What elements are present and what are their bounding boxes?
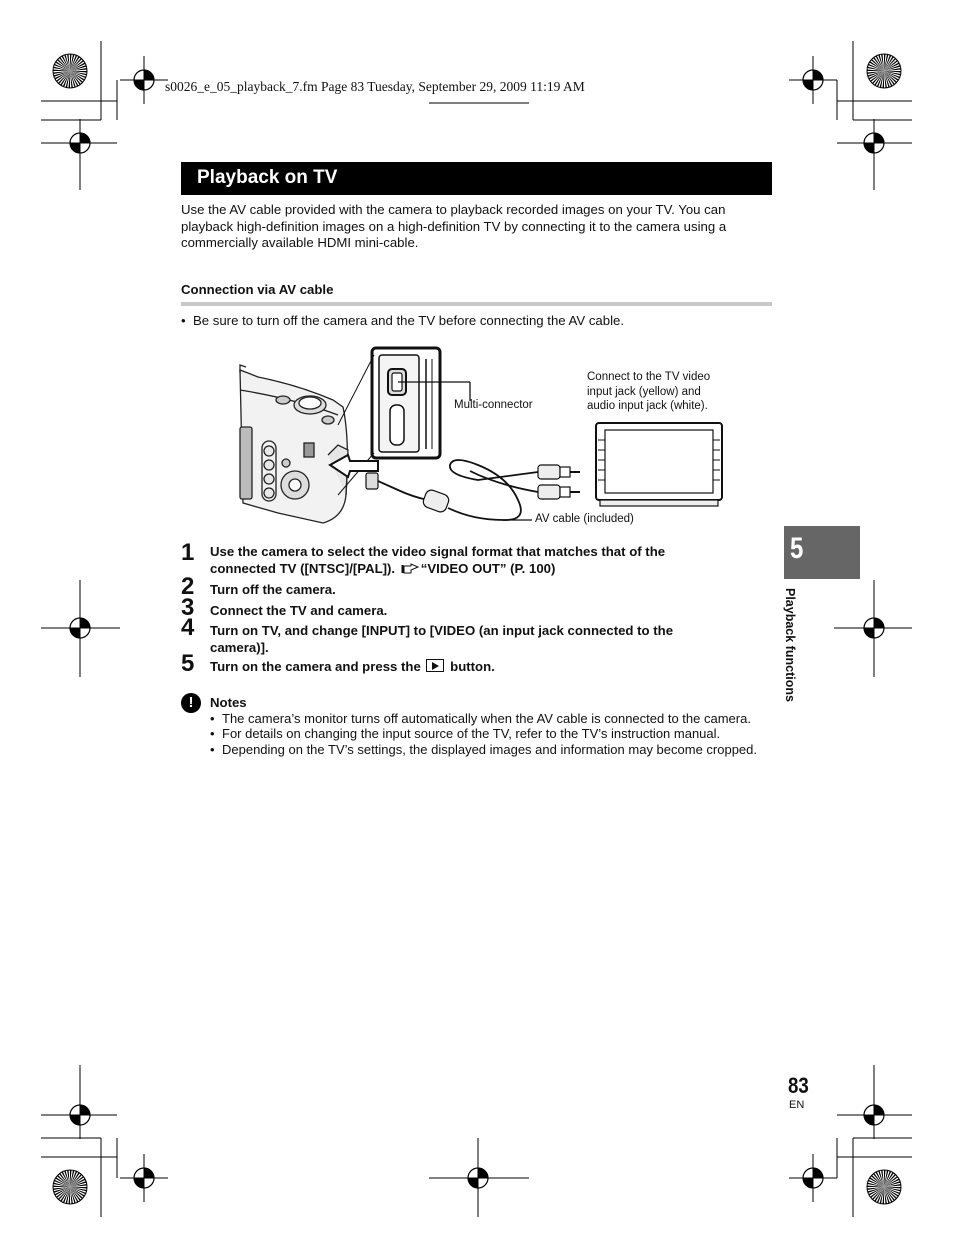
page-reference: “VIDEO OUT” (P. 100) (420, 560, 556, 576)
step-text (210, 623, 750, 656)
step-2 (181, 573, 751, 600)
step-5 (181, 650, 751, 677)
chapter-tab (784, 526, 860, 579)
step-line: connected TV ([NTSC]/[PAL]). (210, 560, 396, 576)
step-line: Use the camera to select the video signal format that matches that of the (210, 544, 666, 559)
intro-paragraph: Use the AV cable provided with the camera to playback recorded images on your TV. You can playback high-definition images on a high-definition TV by connecting it to the camera using a commercially available HDMI mini-cable. (181, 202, 727, 251)
section-title-bar (181, 162, 772, 195)
note-text: The camera’s monitor turns off automatically when the AV cable is connected to the camera. (222, 711, 751, 726)
play-button-icon (426, 659, 444, 672)
subsection-underline (181, 302, 772, 306)
multi-connector-label: Multi-connector (454, 399, 533, 411)
step-number: 5 (181, 650, 195, 677)
section-title: Playback on TV (197, 167, 338, 188)
tv-label-line: audio input jack (white). (587, 400, 708, 412)
precaution-text: Be sure to turn off the camera and the TV before connecting the AV cable. (192, 313, 625, 328)
step-4 (181, 614, 751, 655)
step-number: 3 (181, 594, 195, 621)
step-3 (181, 594, 751, 621)
step-line: Turn on TV, and change [INPUT] to [VIDEO (an input jack connected to the (210, 623, 674, 638)
step-text: Turn off the camera. (210, 582, 336, 597)
av-cable-label: AV cable (included) (535, 513, 634, 525)
page-language: EN (789, 1099, 805, 1111)
exclamation-icon: ! (181, 693, 201, 713)
note-text: Depending on the TV’s settings, the displayed images and information may become cropped. (222, 742, 758, 757)
page-number: 83 (788, 1073, 809, 1098)
chapter-side-label (783, 588, 801, 718)
step-line-with-ref (210, 561, 750, 578)
step-text-after: button. (450, 659, 495, 674)
step-text-before: Turn on the camera and press the (210, 659, 421, 674)
zoom-line (338, 355, 374, 425)
chapter-label: Playback functions (783, 588, 797, 702)
tv-label-line: Connect to the TV video (587, 371, 711, 383)
step-1 (181, 539, 751, 578)
step-line: camera)]. (210, 639, 269, 655)
subsection-title: Connection via AV cable (181, 282, 334, 297)
camera-illustration (240, 365, 348, 523)
step-text: Connect the TV and camera. (210, 603, 388, 618)
step-text (210, 659, 750, 676)
notes-title: Notes (210, 695, 247, 710)
step-text (210, 544, 750, 577)
step-number: 1 (181, 539, 195, 566)
precaution-bullet: • Be sure to turn off the camera and the TV before connecting the AV cable. (181, 313, 625, 328)
note-text: For details on changing the input source of the TV, refer to the TV’s instruction manual. (222, 726, 721, 741)
pointing-hand-reference-icon (401, 562, 419, 574)
chapter-number: 5 (790, 532, 804, 565)
step-number: 4 (181, 614, 195, 641)
connection-diagram (238, 345, 728, 533)
step-number: 2 (181, 573, 195, 600)
tv-label-line: input jack (yellow) and (587, 385, 701, 398)
tv-connection-label (587, 370, 710, 414)
tv-illustration (596, 423, 722, 506)
file-info-header: s0026_e_05_playback_7.fm Page 83 Tuesday, September 29, 2009 11:19 AM (165, 79, 585, 94)
